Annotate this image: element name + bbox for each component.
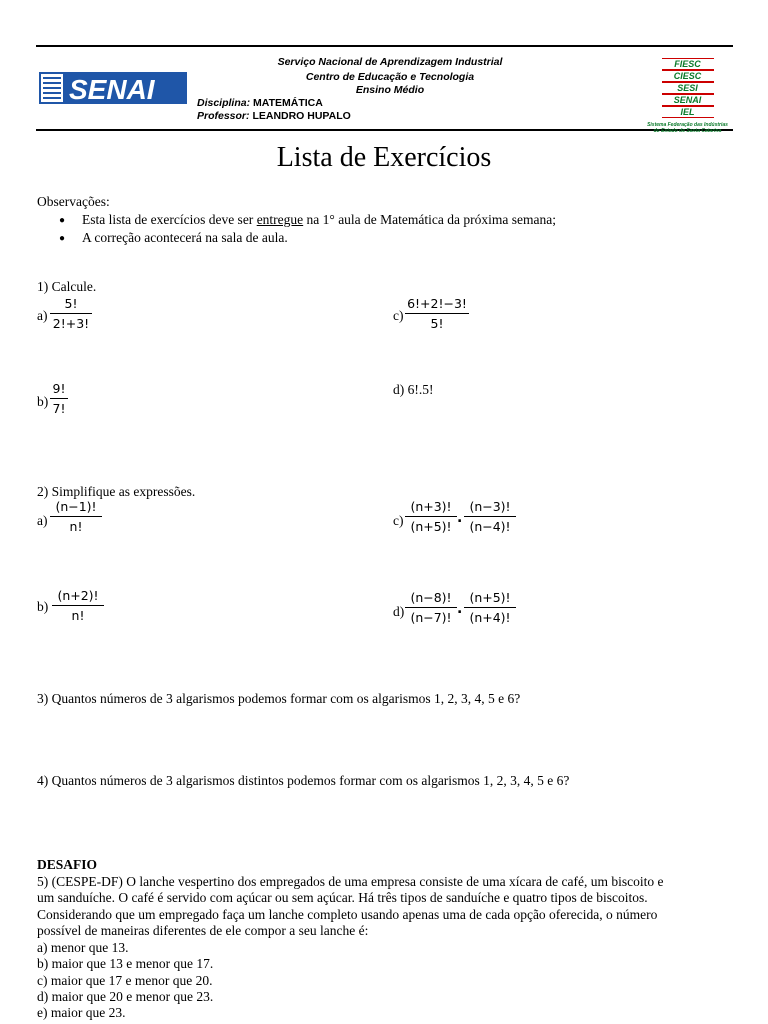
header-professor-row (197, 110, 351, 122)
challenge-option-b: b) maior que 13 e menor que 17. (37, 956, 214, 971)
brand-caption-1: Sistema Federação das Indústrias (647, 122, 728, 128)
senai-logo-text: SENAI (69, 74, 155, 104)
header-level: Ensino Médio (355, 84, 425, 96)
discipline-value: MATEMÁTICA (253, 97, 323, 109)
header-center: Centro de Educação e Tecnologia (305, 71, 475, 83)
observations-label: Observações: (37, 194, 110, 209)
bullet-2: ● (59, 233, 66, 244)
challenge-option-c: c) maior que 17 e menor que 20. (37, 973, 213, 988)
brand-caption-2: do Estado de Santa Catarina (653, 128, 722, 134)
q2-d-dot: . (457, 601, 463, 617)
q1-a-label: a) (37, 308, 48, 323)
q1-c-label: c) (393, 308, 404, 323)
q2-c-dot: . (457, 510, 463, 526)
q1-c-fraction: $\frac{6!+2!-3!}{5!}$ (405, 296, 469, 331)
q2-a-label: a) (37, 513, 48, 528)
header-bottom-rule (36, 129, 733, 131)
federation-logo (640, 58, 735, 132)
q2-d-fraction-1: $\frac{(n-8)!}{(n-7)!}$ (405, 590, 457, 625)
q1-heading: 1) Calcule. (37, 279, 97, 294)
q1-b-fraction: $\frac{9!}{7!}$ (50, 381, 68, 416)
q2-d-fraction-2: $\frac{(n+5)!}{(n+4)!}$ (464, 590, 516, 625)
header-discipline-row (197, 97, 323, 109)
brand-sesi: SESI (662, 82, 714, 94)
bullet-1: ● (59, 215, 66, 226)
q2-heading: 2) Simplifique as expressões. (37, 484, 196, 499)
q1-a-fraction: $\frac{5!}{2!+3!}$ (50, 296, 92, 331)
header-top-rule (36, 45, 733, 47)
q3-text: 3) Quantos números de 3 algarismos podemos formar com os algarismos 1, 2, 3, 4, 5 e 6? (37, 691, 521, 706)
q2-c-label: c) (393, 513, 404, 528)
brand-iel: IEL (662, 106, 714, 118)
challenge-line-4: possível de maneiras diferentes de ele compor a seu lanche é: (37, 923, 369, 938)
header-org: Serviço Nacional de Aprendizagem Industrial (277, 56, 503, 68)
challenge-option-a: a) menor que 13. (37, 940, 129, 955)
observation-item-1: Esta lista de exercícios deve ser entregue na 1° aula de Matemática da próxima semana; (82, 212, 556, 227)
discipline-label: Disciplina: (197, 97, 251, 109)
professor-label: Professor: (197, 110, 250, 122)
observation-item-2: A correção acontecerá na sala de aula. (82, 230, 288, 245)
underlined-word: entregue (256, 212, 304, 227)
q1-b-label: b) (37, 394, 49, 409)
q2-b-fraction: $\frac{(n+2)!}{n!}$ (52, 588, 104, 623)
brand-fiesc: FIESC (662, 58, 714, 70)
challenge-line-1: 5) (CESPE-DF) O lanche vespertino dos empregados de uma empresa consiste de uma xícara de café, um biscoito e (37, 874, 664, 889)
brand-senai: SENAI (662, 94, 714, 106)
q2-b-label: b) (37, 599, 49, 614)
page-title: Lista de Exercícios (276, 142, 492, 173)
challenge-heading: DESAFIO (37, 857, 98, 872)
q4-text: 4) Quantos números de 3 algarismos distintos podemos formar com os algarismos 1, 2, 3, 4, 5 e 6? (37, 773, 570, 788)
senai-logo (39, 72, 187, 104)
challenge-option-d: d) maior que 20 e menor que 23. (37, 989, 214, 1004)
q2-d-label: d) (393, 604, 405, 619)
challenge-option-e: e) maior que 23. (37, 1005, 126, 1020)
q1-d-text: d) 6!.5! (393, 382, 434, 397)
challenge-line-2: um sanduíche. O café é servido com açúcar ou sem açúcar. Há três tipos de sanduíche e quatro tipos de biscoitos. (37, 890, 648, 905)
q2-c-fraction-1: $\frac{(n+3)!}{(n+5)!}$ (405, 499, 457, 534)
professor-value: LEANDRO HUPALO (252, 110, 351, 122)
challenge-line-3: Considerando que um empregado faça um lanche completo usando apenas uma de cada opção oferecida, o número (37, 907, 658, 922)
q2-a-fraction: $\frac{(n-1)!}{n!}$ (50, 499, 102, 534)
brand-ciesc: CIESC (662, 70, 714, 82)
q2-c-fraction-2: $\frac{(n-3)!}{(n-4)!}$ (464, 499, 516, 534)
